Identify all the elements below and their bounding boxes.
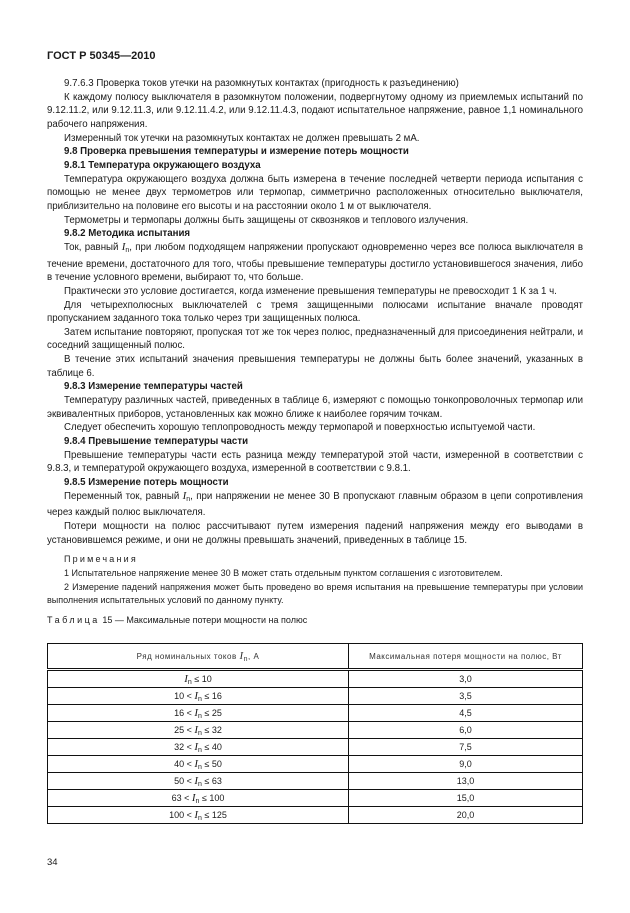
- current-symbol: [194, 690, 202, 702]
- power-loss-cell: 20,0: [349, 807, 583, 824]
- range-end: ≤ 32: [204, 724, 222, 735]
- power-loss-cell: 7,5: [349, 739, 583, 756]
- section-heading: 9.8 Проверка превышения температуры и измерение потерь мощности: [64, 146, 409, 158]
- paragraph: [47, 490, 583, 520]
- power-loss-cell: 6,0: [349, 722, 583, 739]
- table-row: [48, 670, 583, 688]
- symbol-sub: n: [198, 695, 202, 703]
- range-end: ≤ 63: [204, 775, 222, 786]
- symbol-sub: n: [198, 712, 202, 720]
- symbol-i: I: [191, 791, 196, 804]
- range-start: 25 <: [174, 724, 192, 735]
- notes-title: Примечания: [64, 554, 138, 565]
- range-end: ≤ 125: [204, 809, 227, 820]
- current-symbol: [184, 673, 192, 685]
- power-loss-cell: 15,0: [349, 790, 583, 807]
- table-row: [48, 756, 583, 773]
- power-loss-table: [47, 643, 583, 824]
- paragraph: Термометры и термопары должны быть защищены от сквозняков и теплового излучения.: [64, 214, 469, 226]
- current-range-cell: [48, 790, 349, 807]
- paragraph: [47, 241, 583, 285]
- header-text: Ряд номинальных токов: [136, 651, 237, 661]
- range-end: ≤ 100: [201, 792, 225, 803]
- symbol-sub: n: [195, 797, 200, 805]
- current-range-cell: [48, 722, 349, 739]
- paragraph: Следует обеспечить хорошую теплопроводность между термопарой и поверхностью испытуемой части.: [64, 422, 536, 434]
- symbol-i: I: [182, 489, 187, 502]
- range-end: ≤ 40: [204, 741, 222, 752]
- paragraph: Затем испытание повторяют, пропуская тот же ток через полюс, предназначенный для присоединения нейтрали, и соседний защищенный полюс.: [47, 326, 583, 352]
- power-loss-cell: 4,5: [349, 705, 583, 722]
- power-loss-cell: 3,5: [349, 688, 583, 705]
- current-symbol: [194, 724, 202, 736]
- current-symbol: [194, 809, 202, 821]
- document-header: ГОСТ Р 50345—2010: [47, 50, 156, 62]
- symbol-i: I: [194, 740, 199, 753]
- notes: [47, 553, 583, 608]
- symbol-sub: n: [198, 729, 202, 737]
- current-range-cell: [48, 756, 349, 773]
- current-range-cell: [48, 670, 349, 688]
- section-heading: 9.8.5 Измерение потерь мощности: [64, 477, 229, 489]
- range-end: ≤ 25: [204, 707, 222, 718]
- symbol-sub: n: [198, 763, 202, 771]
- symbol-sub: n: [186, 495, 191, 503]
- caption-text: 15 — Максимальные потери мощности на полюс: [102, 614, 308, 625]
- note: 2 Измерение падений напряжения может быть проведено во время испытания на превышение температуры при условии выполнения испытательных условий по данному пункту.: [47, 581, 583, 606]
- section-heading: 9.8.3 Измерение температуры частей: [64, 381, 243, 393]
- document-body: [47, 77, 583, 628]
- table-row: [48, 807, 583, 824]
- table-row: [48, 705, 583, 722]
- symbol-sub: n: [198, 780, 202, 788]
- paragraph: Температура окружающего воздуха должна быть измерена в течение последней четверти периода испытания с помощью не менее двух термометров или термопар, симметрично расположенных относительно выключателя, приблизительно на половине его высоты и на расстоянии около 1 м от выключателя.: [47, 173, 583, 212]
- page-number: 34: [47, 857, 58, 868]
- table-row: [48, 688, 583, 705]
- paragraph: Для четырехполюсных выключателей с тремя защищенными полюсами испытание вначале проводят пропусканием заданного тока только через три защищенных полюса.: [47, 299, 583, 325]
- range-end: ≤ 50: [204, 758, 222, 769]
- current-range-cell: [48, 807, 349, 824]
- paragraph: 9.7.6.3 Проверка токов утечки на разомкнутых контактах (пригодность к разъединению): [64, 78, 459, 89]
- symbol-i: I: [184, 672, 188, 685]
- paragraph: Потери мощности на полюс рассчитывают путем измерения падений напряжения между его выводами в установившемся режиме, и они не должны превышать значений, приведенных в таблице 15.: [47, 521, 583, 546]
- range-start: 32 <: [174, 741, 192, 752]
- power-loss-cell: 3,0: [349, 670, 583, 688]
- symbol-i: I: [194, 808, 199, 821]
- section-heading: 9.8.1 Температура окружающего воздуха: [64, 159, 261, 171]
- range-start: 100 <: [169, 809, 192, 820]
- current-range-cell: [48, 688, 349, 705]
- current-symbol: [194, 775, 202, 787]
- table-row: [48, 790, 583, 807]
- table-row: [48, 773, 583, 790]
- paragraph: Измеренный ток утечки на разомкнутых контактах не должен превышать 2 мА.: [64, 132, 420, 144]
- paragraph: Температуру различных частей, приведенных в таблице 6, измеряют с помощью тонкопроволочных термопар или эквивалентных приборов, установленных как можно ближе к наиболее горячим точкам.: [47, 395, 583, 420]
- current-symbol: [194, 707, 202, 719]
- table-row: [48, 739, 583, 756]
- column-header: Максимальная потеря мощности на полюс, Вт: [349, 644, 583, 670]
- header-text: , А: [248, 651, 260, 661]
- range-start: 63 <: [171, 792, 190, 803]
- symbol-i: I: [121, 240, 126, 253]
- symbol-sub: n: [198, 746, 202, 754]
- symbol-sub: n: [198, 814, 202, 822]
- section-heading: 9.8.4 Превышение температуры части: [64, 436, 249, 448]
- table-caption: [47, 614, 583, 628]
- symbol-sub: n: [125, 246, 130, 254]
- current-range-cell: [48, 705, 349, 722]
- range-end: ≤ 16: [204, 690, 222, 701]
- range-start: 16 <: [174, 707, 192, 718]
- symbol-sub: n: [243, 655, 249, 663]
- current-symbol: [239, 650, 248, 662]
- current-symbol: [194, 758, 202, 770]
- symbol-i: I: [194, 774, 199, 787]
- paragraph: В течение этих испытаний значения превышения температуры не должны быть более значений, указанных в таблице 6.: [47, 354, 583, 379]
- symbol-i: I: [194, 723, 199, 736]
- text: Переменный ток, равный: [64, 490, 180, 502]
- symbol-i: I: [239, 649, 244, 662]
- current-symbol: [194, 741, 202, 753]
- symbol-i: I: [194, 706, 199, 719]
- current-range-cell: [48, 739, 349, 756]
- paragraph: Превышение температуры части есть разница между температурой этой части, измеренной в соответствии с 9.8.3, и температурой окружающего воздуха, измеренной в соответствии с 9.8.1.: [47, 449, 583, 475]
- power-loss-cell: 13,0: [349, 773, 583, 790]
- range-start: 40 <: [174, 758, 192, 769]
- range-start: 50 <: [174, 775, 192, 786]
- paragraph: Практически это условие достигается, когда изменение превышения температуры не превосходит 1 К за 1 ч.: [64, 285, 557, 297]
- paragraph: К каждому полюсу выключателя в разомкнутом положении, подвергнутому одному из приемлемых испытаний по 9.12.11.2, или 9.12.11.3, или 9.12.11.4.2, или 9.12.11.4.3, подают испытательное напряжение, равное 1,1 номинального рабочего напряжения.: [47, 91, 583, 130]
- current-range-cell: [48, 773, 349, 790]
- range-end: ≤ 10: [194, 673, 212, 684]
- power-loss-cell: 9,0: [349, 756, 583, 773]
- symbol-sub: n: [187, 678, 192, 686]
- range-start: 10 <: [174, 690, 192, 701]
- current-symbol: [192, 792, 200, 804]
- text: Ток, равный: [64, 241, 119, 253]
- section-heading: 9.8.2 Методика испытания: [64, 228, 191, 240]
- table-row: [48, 722, 583, 739]
- text: , при любом подходящем напряжении пропускают одновременно через все полюса выключателя в течение времени, достаточного для того, чтобы превышение температуры достигло установившегося значения, либо в течение условного времени, выбирают то, что больше.: [47, 241, 583, 284]
- symbol-i: I: [194, 757, 199, 770]
- note: 1 Испытательное напряжение менее 30 В может стать отдельным пунктом соглашения с изготовителем.: [64, 567, 503, 578]
- text: , при напряжении не менее 30 В пропускают главным образом в цепи сопротивления через каждый полюс выключателя.: [47, 490, 583, 519]
- symbol-i: I: [194, 689, 199, 702]
- caption-word: Таблица: [47, 614, 100, 625]
- column-header: [48, 644, 349, 670]
